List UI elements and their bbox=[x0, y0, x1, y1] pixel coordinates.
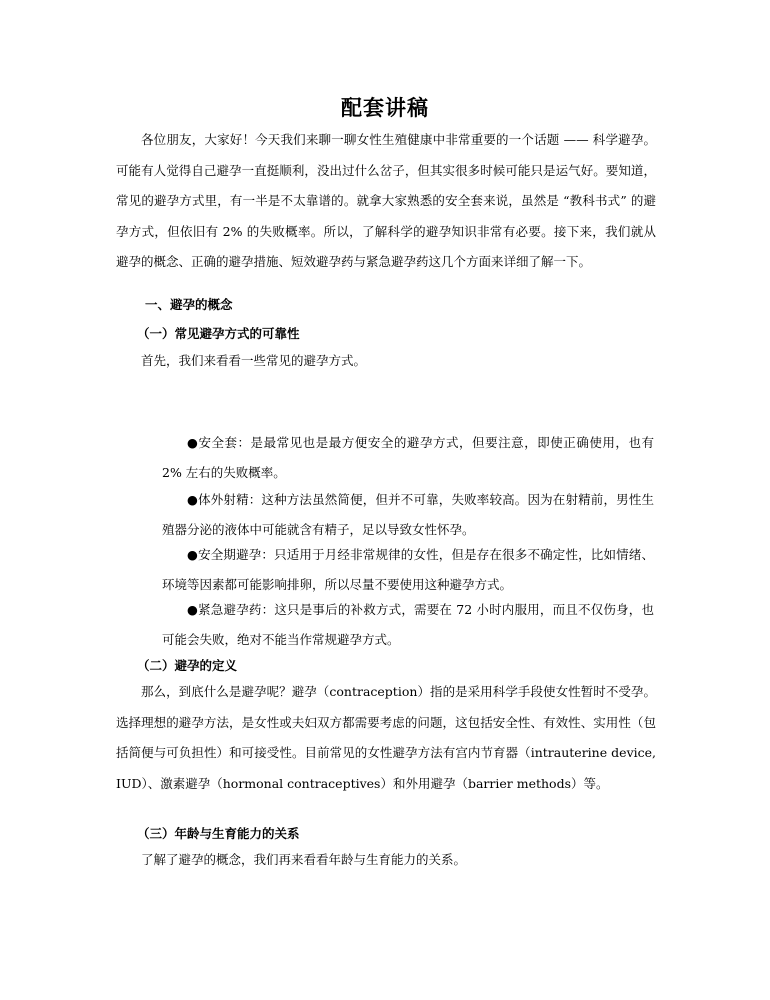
definition-paragraph: 那么，到底什么是避孕呢？避孕（contraception）指的是采用科学手段使女性暂时不受孕。选择理想的避孕方法，是女性或夫妇双方都需要考虑的问题，这包括安全性、有效性、实用性（包括简便与可负担性）和可接受性。目前常见的女性避孕方法有宫内节育器（intrauterine device, IUD）、激素避孕（hormonal contraceptives）和外用避孕（barrier methods）等。 bbox=[116, 684, 656, 791]
subsection-heading-age-fertility: （三）年龄与生育能力的关系 bbox=[137, 826, 300, 841]
list-item-condom: ●安全套：是最常见也是最方便安全的避孕方式，但要注意，即使正确使用，也有 2% 左右的失败概率。 bbox=[162, 435, 654, 480]
age-fertility-lead-paragraph: 了解了避孕的概念，我们再来看看年龄与生育能力的关系。 bbox=[141, 852, 467, 867]
subsection-heading-reliability: （一）常见避孕方式的可靠性 bbox=[137, 326, 300, 341]
reliability-lead-paragraph: 首先，我们来看看一些常见的避孕方式。 bbox=[141, 353, 367, 368]
intro-paragraph: 各位朋友，大家好！今天我们来聊一聊女性生殖健康中非常重要的一个话题 —— 科学避孕。可能有人觉得自己避孕一直挺顺利，没出过什么岔子，但其实很多时候可能只是运气好。要知道，常见的避孕方式里，有一半是不太靠谱的。就拿大家熟悉的安全套来说，虽然是 “教科书式” 的避孕方式，但依旧有 2% 的失败概率。所以，了解科学的避孕知识非常有必要。接下来，我们就从避孕的概念、正确的避孕措施、短效避孕药与紧急避孕药这几个方面来详细了解一下。 bbox=[116, 132, 656, 269]
section-heading-concept: 一、避孕的概念 bbox=[145, 297, 233, 312]
list-item-withdrawal: ●体外射精：这种方法虽然简便，但并不可靠，失败率较高。因为在射精前，男性生殖器分泌的液体中可能就含有精子，足以导致女性怀孕。 bbox=[162, 492, 654, 537]
subsection-heading-definition: （二）避孕的定义 bbox=[137, 658, 238, 673]
list-item-safe-period: ●安全期避孕：只适用于月经非常规律的女性，但是存在很多不确定性，比如情绪、环境等因素都可能影响排卵，所以尽量不要使用这种避孕方式。 bbox=[162, 547, 654, 592]
list-item-emergency-pill: ●紧急避孕药：这只是事后的补救方式，需要在 72 小时内服用，而且不仅伤身，也可能会失败，绝对不能当作常规避孕方式。 bbox=[162, 602, 654, 647]
page-title: 配套讲稿 bbox=[341, 95, 429, 120]
